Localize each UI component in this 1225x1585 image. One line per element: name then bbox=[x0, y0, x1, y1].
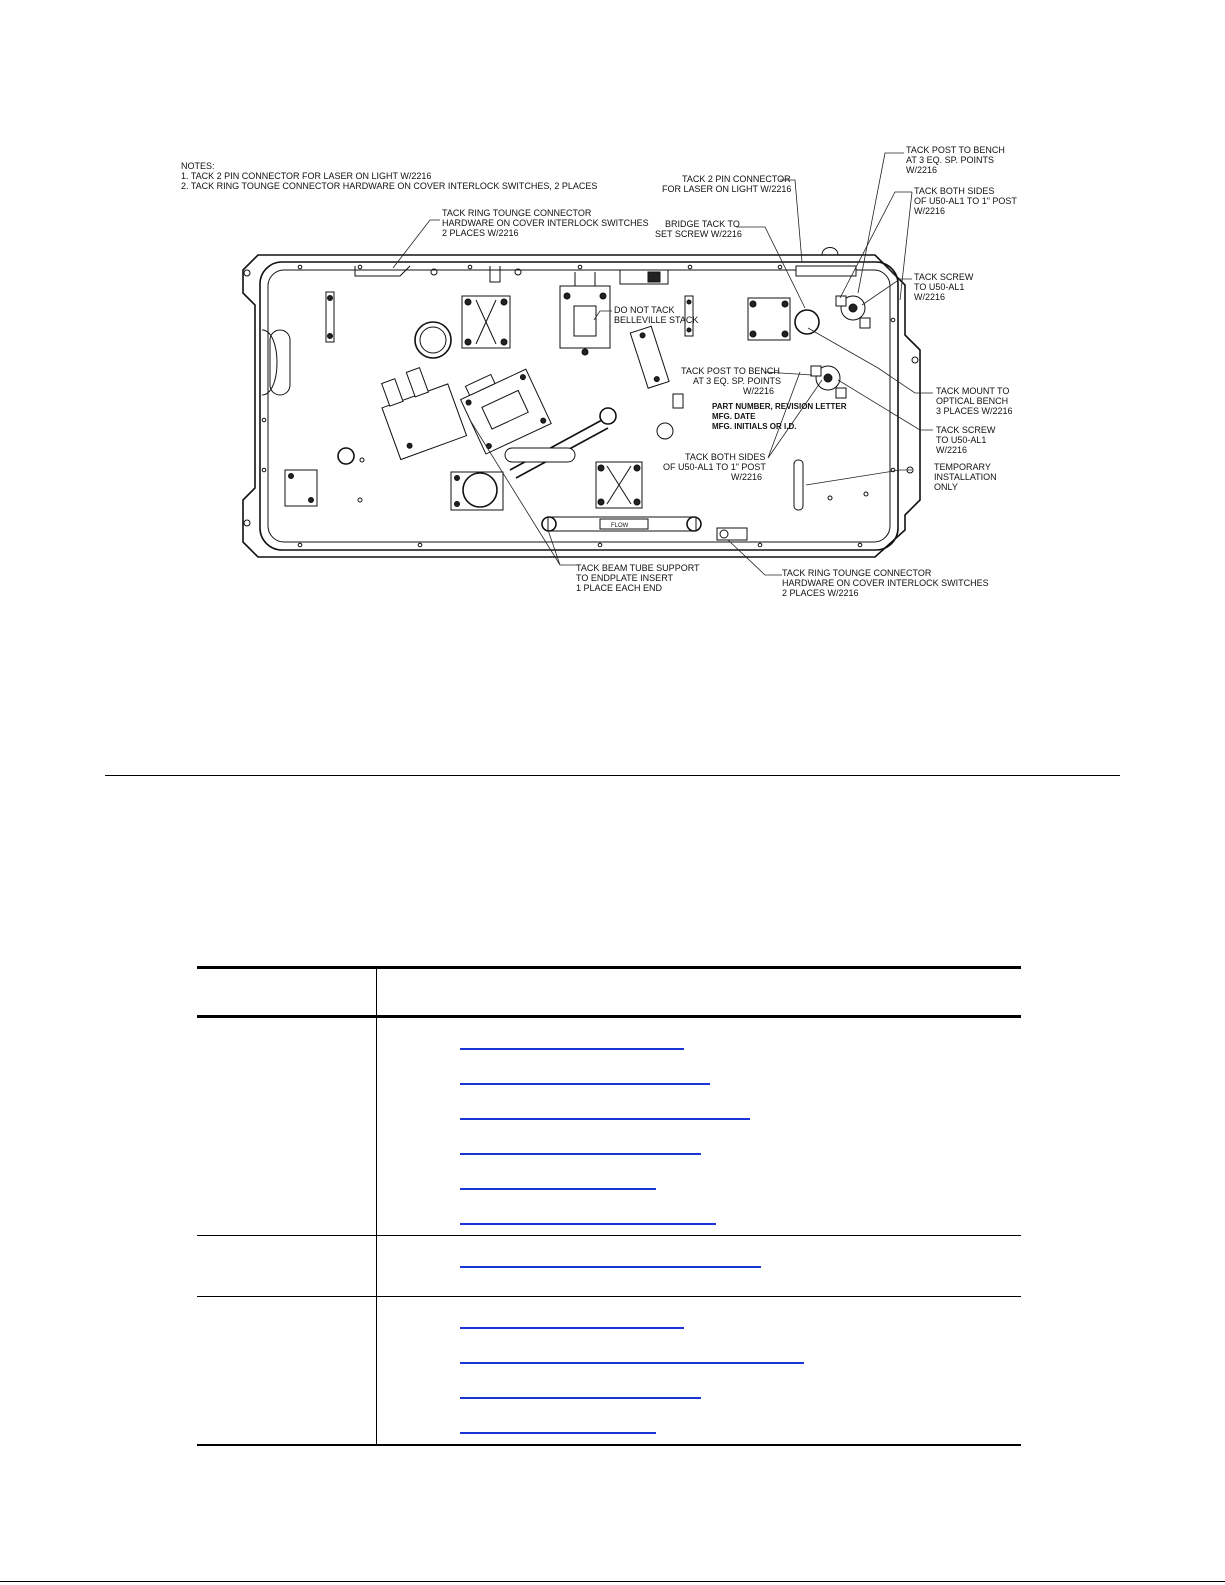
callout-do-not-tack-2: BELLEVILLE STACK bbox=[614, 315, 699, 325]
table-header-row bbox=[197, 968, 1021, 1017]
callout-bridge-tack-1: BRIDGE TACK TO bbox=[665, 219, 740, 229]
section-divider bbox=[105, 775, 1120, 776]
note-1: 1. TACK 2 PIN CONNECTOR FOR LASER ON LIGHT W/2216 bbox=[181, 171, 432, 181]
table-link[interactable] bbox=[460, 1072, 710, 1085]
notes-block bbox=[181, 161, 597, 191]
notes-heading: NOTES: bbox=[181, 161, 215, 171]
callout-beam-tube-2: TO ENDPLATE INSERT bbox=[576, 573, 674, 583]
assembly-drawing bbox=[0, 0, 1225, 760]
callout-ring-tongue-bottom-2: HARDWARE ON COVER INTERLOCK SWITCHES bbox=[782, 578, 989, 588]
table-row bbox=[197, 1017, 1021, 1236]
table-link[interactable] bbox=[460, 1421, 656, 1434]
table-link[interactable] bbox=[460, 1255, 761, 1268]
callout-two-pin-2: FOR LASER ON LIGHT W/2216 bbox=[662, 184, 792, 194]
callout-screw-top-3: W/2216 bbox=[914, 292, 946, 302]
callout-post-bench-top-1: TACK POST TO BENCH bbox=[906, 145, 1005, 155]
callout-screw-top-2: TO U50-AL1 bbox=[914, 282, 965, 292]
callout-ring-tongue-top-3: 2 PLACES W/2216 bbox=[442, 228, 519, 238]
callout-temporary-1: TEMPORARY bbox=[934, 462, 991, 472]
table-row-label bbox=[197, 1236, 377, 1297]
callout-post-bench-mid-3: W/2216 bbox=[743, 386, 775, 396]
table-link[interactable] bbox=[460, 1316, 684, 1329]
callout-screw-top-1: TACK SCREW bbox=[914, 272, 974, 282]
callout-both-sides-top-3: W/2216 bbox=[914, 206, 946, 216]
table-header-cell bbox=[197, 968, 377, 1017]
callout-part-number-1: PART NUMBER, REVISION LETTER bbox=[712, 402, 847, 411]
callout-post-bench-top-2: AT 3 EQ. SP. POINTS bbox=[906, 155, 995, 165]
callout-mount-bench-1: TACK MOUNT TO bbox=[936, 386, 1010, 396]
table-link[interactable] bbox=[460, 1212, 716, 1225]
table-link[interactable] bbox=[460, 1386, 701, 1399]
table-header-cell bbox=[377, 968, 1022, 1017]
document-table bbox=[197, 966, 1021, 1446]
callout-screw-mid-2: TO U50-AL1 bbox=[936, 435, 987, 445]
table-row-links bbox=[377, 1297, 1022, 1446]
table-link[interactable] bbox=[460, 1037, 684, 1050]
callout-mount-bench-3: 3 PLACES W/2216 bbox=[936, 406, 1013, 416]
table-row-links bbox=[377, 1017, 1022, 1236]
callout-post-bench-mid-1: TACK POST TO BENCH bbox=[681, 366, 780, 376]
table-row bbox=[197, 1297, 1021, 1446]
table-link[interactable] bbox=[460, 1177, 656, 1190]
callout-part-number-3: MFG. INITIALS OR I.D. bbox=[712, 422, 797, 431]
table-row bbox=[197, 1236, 1021, 1297]
callout-ring-tongue-top-2: HARDWARE ON COVER INTERLOCK SWITCHES bbox=[442, 218, 649, 228]
page-bottom-border bbox=[0, 1581, 1225, 1582]
callout-post-bench-mid-2: AT 3 EQ. SP. POINTS bbox=[693, 376, 782, 386]
table-link[interactable] bbox=[460, 1107, 750, 1120]
callout-ring-tongue-top-1: TACK RING TOUNGE CONNECTOR bbox=[442, 208, 592, 218]
table-link[interactable] bbox=[460, 1351, 804, 1364]
callout-post-bench-top-3: W/2216 bbox=[906, 165, 938, 175]
callout-do-not-tack-1: DO NOT TACK bbox=[614, 305, 675, 315]
flow-label: FLOW bbox=[611, 523, 629, 529]
callout-beam-tube-1: TACK BEAM TUBE SUPPORT bbox=[576, 563, 700, 573]
optical-components bbox=[285, 248, 870, 541]
note-2: 2. TACK RING TOUNGE CONNECTOR HARDWARE ON COVER INTERLOCK SWITCHES, 2 PLACES bbox=[181, 181, 598, 191]
callout-temporary-3: ONLY bbox=[934, 482, 958, 492]
table-row-links bbox=[377, 1236, 1022, 1297]
callout-two-pin-1: TACK 2 PIN CONNECTOR bbox=[682, 174, 791, 184]
table-row-label bbox=[197, 1017, 377, 1236]
table-link[interactable] bbox=[460, 1142, 701, 1155]
callout-ring-tongue-bottom-3: 2 PLACES W/2216 bbox=[782, 588, 859, 598]
callout-temporary-2: INSTALLATION bbox=[934, 472, 997, 482]
callout-bridge-tack-2: SET SCREW W/2216 bbox=[655, 229, 742, 239]
callout-mount-bench-2: OPTICAL BENCH bbox=[936, 396, 1009, 406]
callout-ring-tongue-bottom-1: TACK RING TOUNGE CONNECTOR bbox=[782, 568, 932, 578]
callout-both-sides-mid-2: OF U50-AL1 TO 1" POST bbox=[663, 462, 766, 472]
callout-both-sides-mid-3: W/2216 bbox=[731, 472, 763, 482]
callout-screw-mid-3: W/2216 bbox=[936, 445, 968, 455]
callout-both-sides-mid-1: TACK BOTH SIDES bbox=[685, 452, 766, 462]
callout-both-sides-top-2: OF U50-AL1 TO 1" POST bbox=[914, 196, 1017, 206]
callout-part-number-2: MFG. DATE bbox=[712, 412, 756, 421]
callout-both-sides-top-1: TACK BOTH SIDES bbox=[914, 186, 995, 196]
callout-beam-tube-3: 1 PLACE EACH END bbox=[576, 583, 663, 593]
callout-screw-mid-1: TACK SCREW bbox=[936, 425, 996, 435]
table-row-label bbox=[197, 1297, 377, 1446]
